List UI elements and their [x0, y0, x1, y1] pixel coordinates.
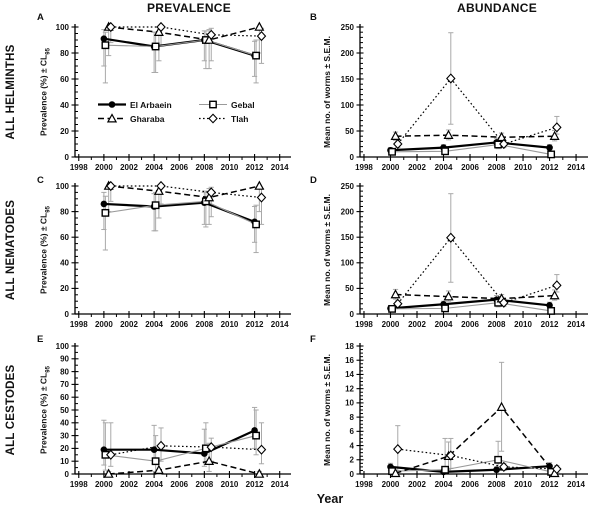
legend-item-tlah — [198, 113, 255, 124]
series-tlah-markers — [394, 233, 561, 308]
open-triangle-marker-icon — [97, 113, 127, 124]
svg-text:2014: 2014 — [567, 320, 585, 329]
legend — [97, 99, 255, 124]
svg-text:60: 60 — [60, 393, 69, 402]
svg-text:2012: 2012 — [245, 163, 264, 172]
svg-text:1998: 1998 — [355, 480, 373, 489]
svg-text:80: 80 — [60, 207, 69, 217]
svg-text:2002: 2002 — [408, 163, 426, 172]
svg-text:1998: 1998 — [355, 163, 373, 172]
svg-text:90: 90 — [60, 354, 69, 364]
svg-text:150: 150 — [340, 74, 354, 84]
svg-text:2008: 2008 — [195, 480, 214, 489]
svg-text:100: 100 — [55, 22, 69, 32]
column-title-prevalence: PREVALENCE — [146, 1, 232, 15]
y-axis-title-abundance-d: Mean no. of worms ± S.E.M. — [322, 194, 332, 306]
open-square-marker-icon — [198, 99, 228, 110]
open-diamond-marker-icon — [198, 113, 228, 124]
svg-text:20: 20 — [60, 284, 69, 294]
svg-text:100: 100 — [55, 181, 69, 191]
svg-text:2000: 2000 — [381, 480, 400, 489]
svg-text:2002: 2002 — [120, 320, 138, 329]
series-gebal-markers — [102, 198, 259, 227]
svg-text:50: 50 — [345, 126, 354, 136]
y-axis-title-subscript: 95 — [45, 206, 52, 213]
svg-text:2002: 2002 — [120, 480, 138, 489]
y-axis-title-subscript: 95 — [45, 48, 52, 55]
svg-text:2008: 2008 — [487, 163, 506, 172]
series-gharaba-markers — [105, 23, 264, 43]
y-axis-title-text: Prevalence (%) ± CL — [38, 372, 49, 454]
series-gharaba-markers — [392, 403, 559, 477]
svg-text:20: 20 — [60, 126, 69, 136]
svg-text:2004: 2004 — [434, 480, 453, 489]
svg-text:2012: 2012 — [245, 480, 264, 489]
legend-label-gharaba: Gharaba — [130, 113, 165, 124]
svg-text:40: 40 — [60, 418, 69, 428]
svg-text:0: 0 — [64, 152, 69, 162]
svg-text:10: 10 — [345, 398, 354, 408]
legend-item-el-arbaein — [97, 99, 194, 110]
y-axis-title-subscript: 95 — [45, 366, 52, 373]
svg-text:2014: 2014 — [567, 480, 585, 489]
y-axis-title-prevalence-a — [39, 48, 52, 136]
column-title-abundance: ABUNDANCE — [456, 1, 538, 15]
svg-text:2000: 2000 — [94, 163, 113, 172]
svg-text:60: 60 — [60, 74, 69, 84]
row-label-all-helminths: ALL HELMINTHS — [5, 44, 17, 140]
svg-text:1998: 1998 — [69, 320, 88, 329]
legend-item-gebal — [198, 99, 255, 110]
svg-text:16: 16 — [345, 356, 354, 366]
svg-text:2004: 2004 — [434, 320, 453, 329]
y-axis-title-abundance-f: Mean no. of worms ± S.E.M. — [322, 354, 332, 466]
svg-text:18: 18 — [345, 341, 354, 351]
svg-text:0: 0 — [349, 309, 354, 319]
panel-e — [56, 342, 291, 489]
svg-text:2008: 2008 — [487, 480, 506, 489]
svg-text:1998: 1998 — [69, 480, 88, 489]
svg-text:150: 150 — [340, 233, 354, 242]
panel-letter-d: D — [310, 175, 317, 186]
svg-text:2010: 2010 — [220, 320, 239, 329]
svg-text:100: 100 — [340, 100, 354, 110]
svg-text:2010: 2010 — [514, 163, 532, 172]
svg-text:80: 80 — [60, 367, 69, 377]
svg-text:2008: 2008 — [487, 320, 506, 329]
panel-letter-c: C — [37, 175, 44, 186]
panel-letter-a: A — [37, 12, 44, 23]
svg-text:2014: 2014 — [567, 163, 585, 172]
svg-text:14: 14 — [345, 370, 354, 380]
panel-b — [341, 23, 588, 172]
svg-text:2008: 2008 — [195, 163, 214, 172]
y-axis-title-abundance-b: Mean no. of worms ± S.E.M. — [322, 36, 332, 148]
svg-text:60: 60 — [60, 233, 69, 242]
series-el-arbaein-markers — [101, 35, 258, 58]
svg-text:2010: 2010 — [220, 163, 239, 172]
svg-text:100: 100 — [55, 341, 69, 351]
panel-d — [341, 182, 588, 329]
panel-letter-e: E — [37, 334, 44, 345]
svg-text:1998: 1998 — [355, 320, 373, 329]
filled-circle-marker-icon — [97, 99, 127, 110]
panel-a — [56, 23, 291, 172]
series-tlah-markers — [394, 74, 561, 148]
svg-text:2002: 2002 — [120, 163, 138, 172]
svg-text:2014: 2014 — [270, 163, 289, 172]
svg-text:2010: 2010 — [514, 480, 532, 489]
svg-text:2004: 2004 — [145, 480, 164, 489]
panel-letter-b: B — [310, 12, 317, 23]
svg-text:2002: 2002 — [408, 320, 426, 329]
svg-text:2006: 2006 — [170, 480, 189, 489]
svg-text:50: 50 — [60, 405, 69, 415]
svg-text:2008: 2008 — [195, 320, 214, 329]
svg-text:40: 40 — [60, 258, 69, 268]
svg-text:6: 6 — [349, 427, 354, 437]
svg-text:2010: 2010 — [514, 320, 532, 329]
svg-text:2012: 2012 — [540, 163, 559, 172]
x-axis-title-year: Year — [316, 492, 344, 506]
svg-text:8: 8 — [349, 412, 354, 422]
svg-text:30: 30 — [60, 431, 69, 441]
svg-text:2004: 2004 — [145, 163, 164, 172]
svg-text:12: 12 — [345, 384, 354, 394]
series-gharaba-markers — [105, 182, 264, 201]
y-axis-title-text: Prevalence (%) ± CL — [38, 212, 49, 294]
row-label-all-nematodes: ALL NEMATODES — [5, 199, 17, 301]
legend-item-gharaba — [97, 113, 194, 124]
svg-text:2000: 2000 — [381, 320, 400, 329]
svg-text:2002: 2002 — [408, 480, 426, 489]
legend-label-el-arbaein: El Arbaein — [130, 99, 172, 110]
svg-text:2004: 2004 — [434, 163, 453, 172]
series-tlah-markers — [107, 182, 266, 202]
row-label-all-cestodes: ALL CESTODES — [5, 364, 17, 456]
svg-text:2012: 2012 — [540, 320, 559, 329]
svg-text:200: 200 — [340, 48, 354, 58]
svg-text:2006: 2006 — [170, 163, 189, 172]
svg-text:70: 70 — [60, 380, 69, 390]
series-gebal-markers — [102, 432, 259, 464]
svg-text:0: 0 — [64, 469, 69, 479]
series-gebal-markers — [102, 37, 259, 59]
svg-text:250: 250 — [340, 181, 354, 191]
svg-text:2000: 2000 — [94, 320, 113, 329]
svg-text:2006: 2006 — [461, 163, 479, 172]
svg-text:10: 10 — [60, 457, 69, 466]
svg-text:2004: 2004 — [145, 320, 164, 329]
legend-label-gebal: Gebal — [231, 99, 255, 110]
panel-c — [56, 182, 291, 329]
svg-text:2010: 2010 — [220, 480, 239, 489]
svg-text:80: 80 — [60, 48, 69, 58]
panel-letter-f: F — [310, 334, 316, 345]
series-gebal-markers — [389, 457, 554, 475]
svg-text:1998: 1998 — [69, 163, 88, 172]
svg-text:2014: 2014 — [270, 320, 289, 329]
y-axis-title-prevalence-c — [39, 206, 52, 294]
svg-text:0: 0 — [349, 152, 354, 162]
svg-text:2012: 2012 — [245, 320, 264, 329]
svg-text:20: 20 — [60, 444, 69, 454]
svg-text:2014: 2014 — [270, 480, 289, 489]
y-axis-title-text: Prevalence (%) ± CL — [38, 54, 49, 136]
svg-text:0: 0 — [64, 309, 69, 319]
svg-text:250: 250 — [340, 22, 354, 32]
svg-text:200: 200 — [340, 207, 354, 217]
svg-text:50: 50 — [345, 284, 354, 294]
svg-text:2012: 2012 — [540, 480, 559, 489]
svg-text:4: 4 — [349, 441, 354, 451]
svg-text:0: 0 — [349, 469, 354, 479]
svg-text:2006: 2006 — [461, 480, 479, 489]
svg-text:2000: 2000 — [381, 163, 400, 172]
legend-label-tlah: Tlah — [231, 113, 249, 124]
svg-text:40: 40 — [60, 100, 69, 110]
y-axis-title-prevalence-e — [39, 366, 52, 454]
svg-text:2006: 2006 — [170, 320, 189, 329]
svg-text:100: 100 — [340, 258, 354, 268]
svg-text:2006: 2006 — [461, 320, 479, 329]
svg-text:2: 2 — [349, 455, 354, 465]
svg-text:2000: 2000 — [94, 480, 113, 489]
panel-f — [345, 342, 588, 489]
